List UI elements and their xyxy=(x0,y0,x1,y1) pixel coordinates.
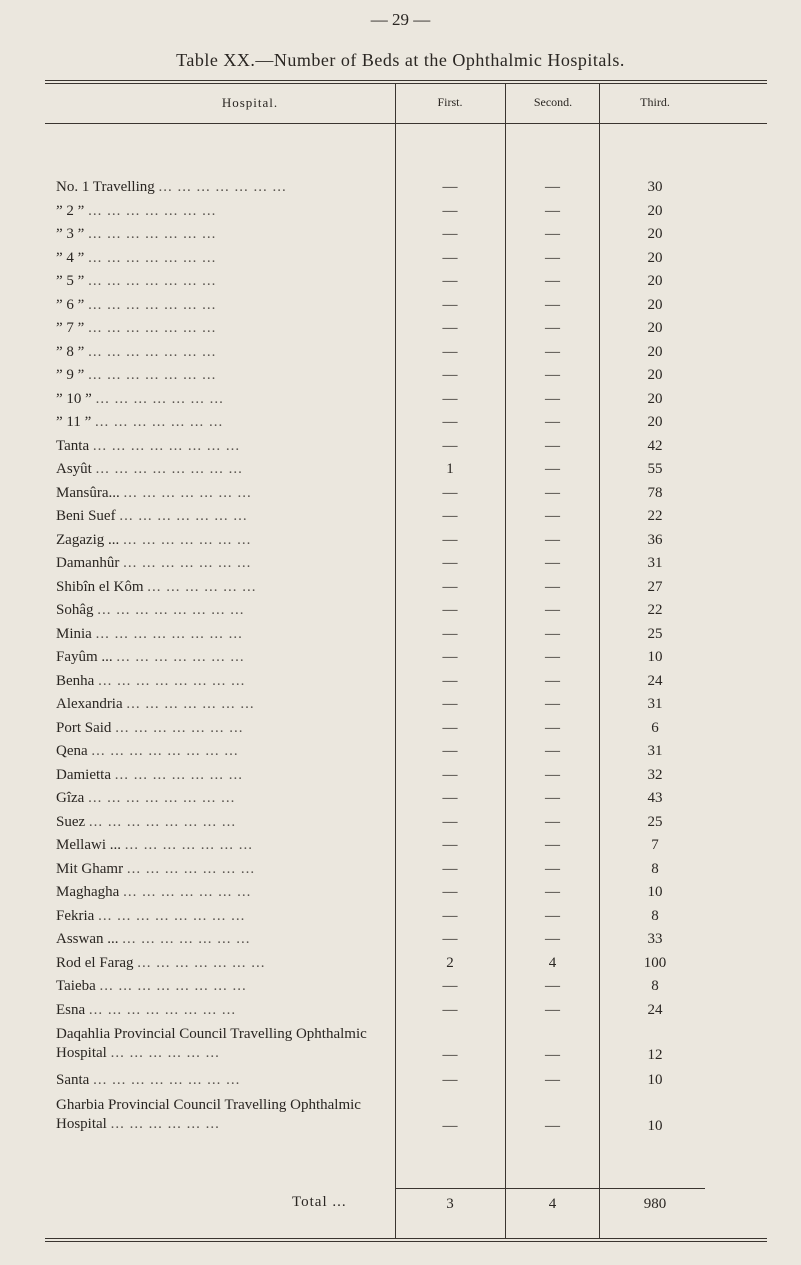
cell-third: 20 xyxy=(647,414,663,430)
cell-third: 8 xyxy=(651,978,659,994)
hospital-label: Mansûra... xyxy=(56,484,120,501)
cell-second: — xyxy=(545,884,560,900)
cell-third: 25 xyxy=(647,625,663,642)
header-third: Third. xyxy=(640,95,670,109)
leader-dots: ... ... ... ... ... ... ... xyxy=(115,719,244,736)
cell-second: — xyxy=(545,696,560,712)
cell-second: — xyxy=(545,343,560,360)
leader-dots: ... ... ... ... ... ... ... xyxy=(123,884,252,900)
cell-third: 20 xyxy=(647,296,663,313)
cell-third: 20 xyxy=(647,226,663,242)
hospital-name xyxy=(56,1069,396,1093)
cell-third: 20 xyxy=(647,390,663,407)
cell-first: 2 xyxy=(446,954,454,971)
cell-third: 25 xyxy=(647,813,663,830)
hospital-name xyxy=(56,693,396,717)
cell-first: — xyxy=(442,320,458,336)
leader-dots: ... ... ... ... ... ... ... ... xyxy=(88,790,236,806)
hospital-name xyxy=(56,317,396,341)
cell-second: — xyxy=(545,296,560,313)
cell-third: 36 xyxy=(647,531,663,548)
cell-second: — xyxy=(545,461,560,477)
total-label: Total ... xyxy=(292,1194,347,1210)
table-row xyxy=(0,740,801,764)
hospital-name xyxy=(56,858,396,882)
table-row xyxy=(0,482,801,506)
cell-third: 30 xyxy=(647,179,663,195)
cell-third: 10 xyxy=(647,1117,663,1134)
leader-dots: ... ... ... ... ... ... ... ... xyxy=(88,813,237,830)
cell-third: 31 xyxy=(647,696,663,712)
table-row xyxy=(0,858,801,882)
leader-dots: ... ... ... ... ... ... ... xyxy=(88,226,217,242)
table-row xyxy=(0,388,801,412)
hospital-label: Esna xyxy=(56,1001,86,1018)
header-rule xyxy=(45,123,767,124)
cell-third: 78 xyxy=(647,484,663,501)
cell-third: 32 xyxy=(647,766,663,783)
table-row xyxy=(0,341,801,365)
cell-second: — xyxy=(545,860,560,877)
table-row xyxy=(0,811,801,835)
cell-first: — xyxy=(442,437,458,454)
cell-second: — xyxy=(545,390,560,407)
cell-second: — xyxy=(545,766,560,783)
hospital-label: Alexandria xyxy=(56,696,123,712)
cell-first: — xyxy=(442,884,458,900)
hospital-label: Asyût xyxy=(56,461,92,477)
leader-dots: ... ... ... ... ... ... ... xyxy=(88,296,217,313)
cell-third: 20 xyxy=(647,343,663,360)
total-second: 4 xyxy=(548,1196,557,1212)
table-row xyxy=(0,1093,801,1140)
cell-first: — xyxy=(442,790,458,806)
hospital-label: Sohâg xyxy=(56,602,94,618)
hospital-label: Santa xyxy=(56,1072,90,1088)
table-row xyxy=(0,294,801,318)
hospital-name xyxy=(56,270,396,294)
table-row xyxy=(0,270,801,294)
hospital-name xyxy=(56,670,396,694)
hospital-label: Port Said xyxy=(56,719,112,736)
leader-dots: ... ... ... ... ... ... ... xyxy=(95,390,224,407)
table-row xyxy=(0,505,801,529)
table-row xyxy=(0,529,801,553)
cell-third: 31 xyxy=(647,743,663,759)
leader-dots: ... ... ... ... ... ... ... xyxy=(88,202,217,219)
table-row xyxy=(0,834,801,858)
table-row xyxy=(0,247,801,271)
total-rule xyxy=(395,1188,705,1189)
cell-second: — xyxy=(545,1001,560,1018)
hospital-name xyxy=(56,975,396,999)
cell-third: 10 xyxy=(647,1072,663,1088)
cell-second: — xyxy=(545,625,560,642)
leader-dots: ... ... ... ... ... ... xyxy=(147,578,257,595)
table-row xyxy=(0,599,801,623)
cell-second: — xyxy=(545,249,560,266)
cell-first: — xyxy=(442,296,458,313)
leader-dots: ... ... ... ... ... ... ... ... xyxy=(98,907,246,924)
leader-dots: ... ... ... ... ... ... xyxy=(110,1115,220,1132)
table-row xyxy=(0,764,801,788)
table-row xyxy=(0,576,801,600)
cell-second: — xyxy=(545,790,560,806)
hospital-label: Mellawi ... xyxy=(56,837,121,853)
hospital-label: Minia xyxy=(56,625,92,642)
header-first: First. xyxy=(437,95,463,109)
cell-second: 4 xyxy=(548,954,557,971)
hospital-name xyxy=(56,1025,376,1063)
leader-dots: ... ... ... ... ... ... ... ... xyxy=(88,1001,237,1018)
table-row xyxy=(0,411,801,435)
cell-second: — xyxy=(545,649,560,665)
cell-third: 42 xyxy=(647,437,663,454)
cell-first: — xyxy=(442,531,458,548)
leader-dots: ... ... ... ... ... ... ... xyxy=(123,555,252,571)
bottom-rule xyxy=(45,1238,767,1239)
cell-second: — xyxy=(545,320,560,336)
cell-second: — xyxy=(545,414,560,430)
hospital-label: ” 3 ” xyxy=(56,226,85,242)
leader-dots: ... ... ... ... ... ... ... xyxy=(137,954,266,971)
table-row xyxy=(0,223,801,247)
hospital-name xyxy=(56,411,396,435)
hospital-name xyxy=(56,176,396,200)
cell-second: — xyxy=(545,931,560,947)
cell-second: — xyxy=(545,743,560,759)
hospital-name xyxy=(56,717,396,741)
cell-third: 12 xyxy=(647,1047,663,1063)
hospital-label: No. 1 Travelling xyxy=(56,179,155,195)
table-row xyxy=(0,787,801,811)
cell-first: — xyxy=(442,602,458,618)
hospital-name xyxy=(56,881,396,905)
top-rule-2 xyxy=(45,83,767,84)
cell-second: — xyxy=(545,837,560,853)
header-second: Second. xyxy=(533,95,573,109)
cell-second: — xyxy=(545,1047,560,1063)
hospital-name xyxy=(56,552,396,576)
hospital-name xyxy=(56,905,396,929)
hospital-label: ” 9 ” xyxy=(56,367,85,383)
hospital-name xyxy=(56,435,396,459)
table-row xyxy=(0,646,801,670)
cell-second: — xyxy=(545,813,560,830)
cell-first: — xyxy=(442,719,458,736)
cell-first: — xyxy=(442,649,458,665)
hospital-name xyxy=(56,952,396,976)
cell-first: — xyxy=(442,1047,458,1063)
total-first: 3 xyxy=(446,1196,454,1212)
cell-first: — xyxy=(442,555,458,571)
cell-second: — xyxy=(545,226,560,242)
table-row xyxy=(0,200,801,224)
cell-first: — xyxy=(442,578,458,595)
table-title: Table XX.—Number of Beds at the Ophthalmic Hospitals. xyxy=(176,50,625,70)
cell-second: — xyxy=(545,978,560,994)
hospital-label: ” 4 ” xyxy=(56,249,85,266)
cell-third: 31 xyxy=(647,555,663,571)
cell-second: — xyxy=(545,602,560,618)
top-rule xyxy=(45,80,767,81)
leader-dots: ... ... ... ... ... ... ... ... xyxy=(95,625,243,642)
leader-dots: ... ... ... ... ... ... ... ... xyxy=(95,461,243,477)
cell-third: 100 xyxy=(643,954,667,971)
hospital-name xyxy=(56,200,396,224)
hospital-name xyxy=(56,787,396,811)
hospital-name xyxy=(56,1096,376,1134)
cell-first: — xyxy=(442,273,458,289)
cell-first: 1 xyxy=(446,461,454,477)
cell-second: — xyxy=(545,719,560,736)
cell-third: 20 xyxy=(647,273,663,289)
cell-second: — xyxy=(545,578,560,595)
cell-first: — xyxy=(442,202,458,219)
cell-first: — xyxy=(442,367,458,383)
cell-second: — xyxy=(545,1117,560,1134)
hospital-label: Fayûm ... xyxy=(56,649,113,665)
hospital-name xyxy=(56,388,396,412)
hospital-label: Daqahlia Provincial Council Travelling Ophthalmic Hospital xyxy=(56,1026,367,1061)
hospital-name xyxy=(56,223,396,247)
hospital-label: Shibîn el Kôm xyxy=(56,578,144,595)
cell-first: — xyxy=(442,179,458,195)
cell-first: — xyxy=(442,508,458,524)
leader-dots: ... ... ... ... ... ... ... xyxy=(119,508,248,524)
cell-third: 10 xyxy=(647,649,663,665)
cell-third: 7 xyxy=(651,837,659,853)
cell-third: 20 xyxy=(647,202,663,219)
cell-third: 20 xyxy=(647,367,663,383)
cell-second: — xyxy=(545,179,560,195)
hospital-label: Beni Suef xyxy=(56,508,116,524)
leader-dots: ... ... ... ... ... ... ... ... xyxy=(98,672,246,689)
hospital-name xyxy=(56,740,396,764)
cell-third: 55 xyxy=(647,461,663,477)
cell-second: — xyxy=(545,531,560,548)
cell-second: — xyxy=(545,367,560,383)
hospital-label: Mit Ghamr xyxy=(56,860,124,877)
leader-dots: ... ... ... ... ... ... ... ... xyxy=(97,602,245,618)
page-number: — 29 — xyxy=(370,10,431,29)
leader-dots: ... ... ... ... ... ... ... xyxy=(88,320,217,336)
cell-first: — xyxy=(442,907,458,924)
cell-second: — xyxy=(545,484,560,501)
hospital-label: ” 7 ” xyxy=(56,320,85,336)
leader-dots: ... ... ... ... ... ... ... xyxy=(88,367,217,383)
hospital-label: Taieba xyxy=(56,978,96,994)
cell-second: — xyxy=(545,437,560,454)
hospital-label: Benha xyxy=(56,672,95,689)
hospital-label: Maghagha xyxy=(56,884,120,900)
leader-dots: ... ... ... ... ... ... ... xyxy=(95,414,224,430)
leader-dots: ... ... ... ... ... ... ... xyxy=(124,837,253,853)
leader-dots: ... ... ... ... ... ... ... xyxy=(122,931,251,947)
cell-third: 22 xyxy=(647,602,663,618)
table-row xyxy=(0,999,801,1023)
hospital-name xyxy=(56,247,396,271)
hospital-label: Qena xyxy=(56,743,88,759)
cell-third: 20 xyxy=(647,320,663,336)
cell-second: — xyxy=(545,508,560,524)
hospital-label: Gharbia Provincial Council Travelling Ophthalmic Hospital xyxy=(56,1096,361,1132)
cell-third: 10 xyxy=(647,884,663,900)
leader-dots: ... ... ... ... ... ... ... xyxy=(158,179,287,195)
cell-first: — xyxy=(442,743,458,759)
cell-third: 8 xyxy=(651,860,659,877)
table-row xyxy=(0,670,801,694)
hospital-label: Rod el Farag xyxy=(56,954,134,971)
cell-second: — xyxy=(545,1072,560,1088)
leader-dots: ... ... ... ... ... ... ... xyxy=(88,273,217,289)
hospital-label: ” 5 ” xyxy=(56,273,85,289)
leader-dots: ... ... ... ... ... ... ... xyxy=(116,649,245,665)
leader-dots: ... ... ... ... ... ... ... xyxy=(123,531,252,548)
bottom-rule-2 xyxy=(45,1241,767,1242)
leader-dots: ... ... ... ... ... ... ... ... xyxy=(93,1072,241,1088)
cell-first: — xyxy=(442,1072,458,1088)
leader-dots: ... ... ... ... ... ... ... xyxy=(88,249,217,266)
cell-first: — xyxy=(442,696,458,712)
hospital-label: Fekria xyxy=(56,907,95,924)
cell-second: — xyxy=(545,202,560,219)
hospital-name xyxy=(56,529,396,553)
cell-first: — xyxy=(442,484,458,501)
hospital-name xyxy=(56,458,396,482)
hospital-name xyxy=(56,294,396,318)
cell-first: — xyxy=(442,860,458,877)
hospital-label: Gîza xyxy=(56,790,85,806)
cell-first: — xyxy=(442,813,458,830)
table-row xyxy=(0,881,801,905)
cell-second: — xyxy=(545,907,560,924)
table-body xyxy=(0,176,801,1140)
total-third: 980 xyxy=(643,1196,667,1212)
hospital-name xyxy=(56,811,396,835)
table-row xyxy=(0,435,801,459)
table-row xyxy=(0,176,801,200)
table-row xyxy=(0,1022,801,1069)
cell-first: — xyxy=(442,249,458,266)
leader-dots: ... ... ... ... ... ... ... xyxy=(123,484,252,501)
leader-dots: ... ... ... ... ... ... ... xyxy=(126,696,255,712)
cell-first: — xyxy=(442,931,458,947)
table-row xyxy=(0,458,801,482)
hospital-label: ” 2 ” xyxy=(56,202,85,219)
hospital-name xyxy=(56,764,396,788)
cell-first: — xyxy=(442,390,458,407)
table-row xyxy=(0,317,801,341)
cell-third: 8 xyxy=(651,907,659,924)
leader-dots: ... ... ... ... ... ... ... xyxy=(114,766,243,783)
hospital-label: Damanhûr xyxy=(56,555,120,571)
cell-first: — xyxy=(442,837,458,853)
table-row xyxy=(0,364,801,388)
hospital-name xyxy=(56,505,396,529)
cell-third: 33 xyxy=(647,931,663,947)
cell-first: — xyxy=(442,672,458,689)
hospital-name xyxy=(56,834,396,858)
hospital-name xyxy=(56,341,396,365)
hospital-name xyxy=(56,576,396,600)
table-row xyxy=(0,952,801,976)
cell-third: 43 xyxy=(647,790,663,806)
cell-first: — xyxy=(442,414,458,430)
cell-third: 27 xyxy=(647,578,663,595)
table-row xyxy=(0,717,801,741)
hospital-name xyxy=(56,928,396,952)
hospital-label: ” 8 ” xyxy=(56,343,85,360)
cell-first: — xyxy=(442,978,458,994)
hospital-label: ” 6 ” xyxy=(56,296,85,313)
cell-first: — xyxy=(442,766,458,783)
leader-dots: ... ... ... ... ... ... ... ... xyxy=(92,437,241,454)
cell-first: — xyxy=(442,226,458,242)
hospital-name xyxy=(56,623,396,647)
table-row xyxy=(0,693,801,717)
leader-dots: ... ... ... ... ... ... ... xyxy=(88,343,217,360)
cell-third: 22 xyxy=(647,508,663,524)
leader-dots: ... ... ... ... ... ... ... ... xyxy=(91,743,239,759)
hospital-name xyxy=(56,482,396,506)
cell-third: 20 xyxy=(647,249,663,266)
leader-dots: ... ... ... ... ... ... ... ... xyxy=(99,978,247,994)
hospital-label: Tanta xyxy=(56,437,90,454)
leader-dots: ... ... ... ... ... ... xyxy=(110,1045,220,1061)
hospital-label: ” 11 ” xyxy=(56,414,92,430)
cell-second: — xyxy=(545,672,560,689)
cell-first: — xyxy=(442,1117,458,1134)
hospital-name xyxy=(56,999,396,1023)
table-row xyxy=(0,975,801,999)
cell-first: — xyxy=(442,1001,458,1018)
cell-first: — xyxy=(442,625,458,642)
header-hospital: Hospital. xyxy=(221,95,279,110)
hospital-name xyxy=(56,646,396,670)
cell-second: — xyxy=(545,555,560,571)
cell-second: — xyxy=(545,273,560,289)
hospital-label: Suez xyxy=(56,813,86,830)
cell-third: 6 xyxy=(651,719,659,736)
leader-dots: ... ... ... ... ... ... ... xyxy=(126,860,256,877)
hospital-name xyxy=(56,599,396,623)
table-row xyxy=(0,905,801,929)
table-row xyxy=(0,1069,801,1093)
hospital-label: Asswan ... xyxy=(56,931,119,947)
hospital-label: Damietta xyxy=(56,766,111,783)
cell-third: 24 xyxy=(647,672,663,689)
cell-first: — xyxy=(442,343,458,360)
table-row xyxy=(0,552,801,576)
table-row xyxy=(0,928,801,952)
hospital-name xyxy=(56,364,396,388)
hospital-label: Zagazig ... xyxy=(56,531,120,548)
hospital-label: ” 10 ” xyxy=(56,390,92,407)
table-row xyxy=(0,623,801,647)
cell-third: 24 xyxy=(647,1001,663,1018)
